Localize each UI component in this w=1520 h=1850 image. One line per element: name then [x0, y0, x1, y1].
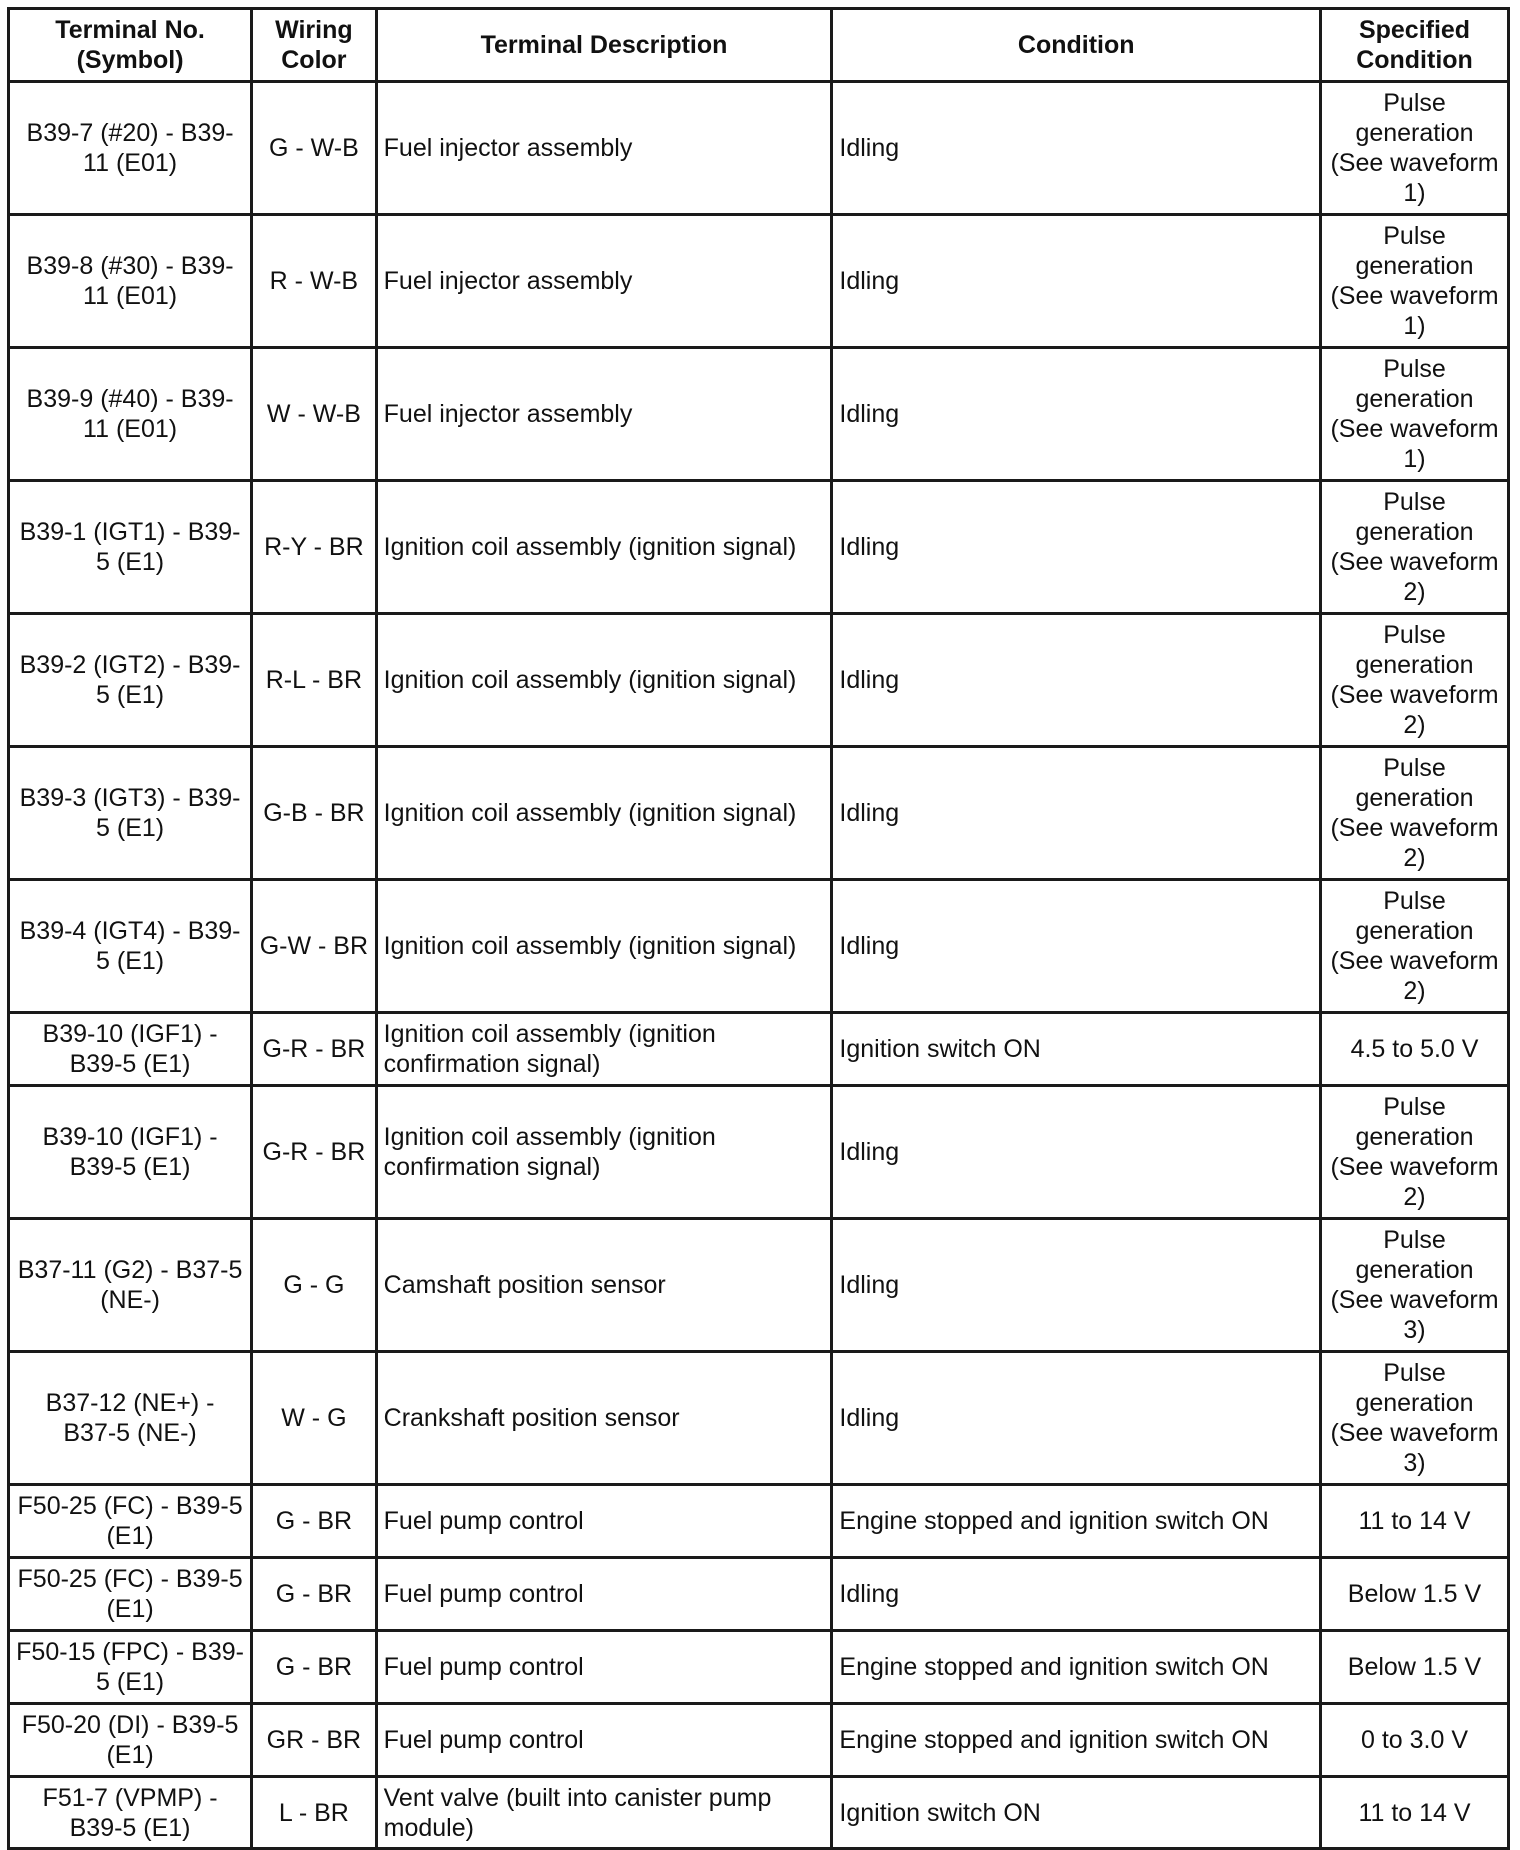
wiring-color-cell: R-L - BR — [252, 614, 377, 747]
specified-condition-cell: Pulse generation (See waveform 1) — [1321, 215, 1509, 348]
terminal-cell: B39-9 (#40) - B39-11 (E01) — [9, 348, 252, 481]
table-row — [9, 1219, 1509, 1352]
wiring-color-cell: G-R - BR — [252, 1086, 377, 1219]
table-row — [9, 1631, 1509, 1704]
specified-condition-cell: Below 1.5 V — [1321, 1558, 1509, 1631]
description-cell: Vent valve (built into canister pump module) — [376, 1777, 832, 1849]
condition-cell: Idling — [832, 1219, 1321, 1352]
description-cell: Fuel pump control — [376, 1631, 832, 1704]
table-row — [9, 1352, 1509, 1485]
condition-cell: Idling — [832, 614, 1321, 747]
wiring-color-cell: G-B - BR — [252, 747, 377, 880]
wiring-color-cell: GR - BR — [252, 1704, 377, 1777]
specified-condition-cell: Pulse generation (See waveform 2) — [1321, 481, 1509, 614]
wiring-color-cell: G - BR — [252, 1558, 377, 1631]
wiring-color-cell: G - BR — [252, 1485, 377, 1558]
wiring-color-cell: L - BR — [252, 1777, 377, 1849]
description-cell: Crankshaft position sensor — [376, 1352, 832, 1485]
table-row — [9, 215, 1509, 348]
terminal-cell: F50-20 (DI) - B39-5 (E1) — [9, 1704, 252, 1777]
description-cell: Fuel pump control — [376, 1558, 832, 1631]
description-cell: Ignition coil assembly (ignition confirmation signal) — [376, 1086, 832, 1219]
specified-condition-cell: 11 to 14 V — [1321, 1777, 1509, 1849]
description-cell: Fuel pump control — [376, 1704, 832, 1777]
terminal-cell: B39-10 (IGF1) - B39-5 (E1) — [9, 1086, 252, 1219]
table-row — [9, 880, 1509, 1013]
specified-condition-cell: Pulse generation (See waveform 2) — [1321, 1086, 1509, 1219]
description-cell: Ignition coil assembly (ignition confirmation signal) — [376, 1013, 832, 1086]
specified-condition-cell: Pulse generation (See waveform 2) — [1321, 747, 1509, 880]
table-row — [9, 1013, 1509, 1086]
terminal-cell: B39-1 (IGT1) - B39-5 (E1) — [9, 481, 252, 614]
terminal-table — [7, 7, 1510, 1850]
terminal-cell: B39-3 (IGT3) - B39-5 (E1) — [9, 747, 252, 880]
wiring-color-cell: R - W-B — [252, 215, 377, 348]
specified-condition-cell: Pulse generation (See waveform 3) — [1321, 1352, 1509, 1485]
specified-condition-cell: Pulse generation (See waveform 1) — [1321, 348, 1509, 481]
condition-cell: Idling — [832, 1086, 1321, 1219]
terminal-cell: B39-8 (#30) - B39-11 (E01) — [9, 215, 252, 348]
table-row — [9, 481, 1509, 614]
table-row — [9, 614, 1509, 747]
header-specified-condition: Specified Condition — [1321, 9, 1509, 82]
table-row — [9, 1086, 1509, 1219]
terminal-cell: B39-10 (IGF1) - B39-5 (E1) — [9, 1013, 252, 1086]
terminal-cell: B39-4 (IGT4) - B39-5 (E1) — [9, 880, 252, 1013]
specified-condition-cell: Pulse generation (See waveform 3) — [1321, 1219, 1509, 1352]
wiring-color-cell: W - W-B — [252, 348, 377, 481]
condition-cell: Engine stopped and ignition switch ON — [832, 1485, 1321, 1558]
condition-cell: Idling — [832, 880, 1321, 1013]
specified-condition-cell: Pulse generation (See waveform 2) — [1321, 880, 1509, 1013]
description-cell: Fuel pump control — [376, 1485, 832, 1558]
condition-cell: Ignition switch ON — [832, 1777, 1321, 1849]
specified-condition-cell: Pulse generation (See waveform 1) — [1321, 82, 1509, 215]
table-row — [9, 1485, 1509, 1558]
condition-cell: Ignition switch ON — [832, 1013, 1321, 1086]
wiring-color-cell: G - BR — [252, 1631, 377, 1704]
description-cell: Ignition coil assembly (ignition signal) — [376, 880, 832, 1013]
terminal-cell: F50-25 (FC) - B39-5 (E1) — [9, 1558, 252, 1631]
description-cell: Fuel injector assembly — [376, 348, 832, 481]
table-row — [9, 1704, 1509, 1777]
terminal-cell: B39-2 (IGT2) - B39-5 (E1) — [9, 614, 252, 747]
terminal-cell: F50-25 (FC) - B39-5 (E1) — [9, 1485, 252, 1558]
wiring-color-cell: G - G — [252, 1219, 377, 1352]
condition-cell: Engine stopped and ignition switch ON — [832, 1704, 1321, 1777]
terminal-cell: B37-12 (NE+) - B37-5 (NE-) — [9, 1352, 252, 1485]
condition-cell: Idling — [832, 82, 1321, 215]
wiring-color-cell: G - W-B — [252, 82, 377, 215]
condition-cell: Idling — [832, 481, 1321, 614]
terminal-cell: F50-15 (FPC) - B39-5 (E1) — [9, 1631, 252, 1704]
specified-condition-cell: Pulse generation (See waveform 2) — [1321, 614, 1509, 747]
description-cell: Fuel injector assembly — [376, 215, 832, 348]
specified-condition-cell: 0 to 3.0 V — [1321, 1704, 1509, 1777]
header-terminal: Terminal No. (Symbol) — [9, 9, 252, 82]
table-row — [9, 348, 1509, 481]
condition-cell: Idling — [832, 747, 1321, 880]
terminal-cell: B37-11 (G2) - B37-5 (NE-) — [9, 1219, 252, 1352]
table-row — [9, 1558, 1509, 1631]
description-cell: Ignition coil assembly (ignition signal) — [376, 747, 832, 880]
description-cell: Camshaft position sensor — [376, 1219, 832, 1352]
condition-cell: Idling — [832, 1352, 1321, 1485]
terminal-cell: B39-7 (#20) - B39-11 (E01) — [9, 82, 252, 215]
specified-condition-cell: 4.5 to 5.0 V — [1321, 1013, 1509, 1086]
header-wiring-color: Wiring Color — [252, 9, 377, 82]
description-cell: Ignition coil assembly (ignition signal) — [376, 614, 832, 747]
specified-condition-cell: Below 1.5 V — [1321, 1631, 1509, 1704]
description-cell: Ignition coil assembly (ignition signal) — [376, 481, 832, 614]
condition-cell: Idling — [832, 348, 1321, 481]
wiring-color-cell: G-R - BR — [252, 1013, 377, 1086]
table-row — [9, 747, 1509, 880]
table-row — [9, 82, 1509, 215]
table-row — [9, 1777, 1509, 1849]
wiring-color-cell: G-W - BR — [252, 880, 377, 1013]
condition-cell: Idling — [832, 1558, 1321, 1631]
header-condition: Condition — [832, 9, 1321, 82]
header-row — [9, 9, 1509, 82]
description-cell: Fuel injector assembly — [376, 82, 832, 215]
terminal-cell: F51-7 (VPMP) - B39-5 (E1) — [9, 1777, 252, 1849]
condition-cell: Idling — [832, 215, 1321, 348]
wiring-color-cell: W - G — [252, 1352, 377, 1485]
condition-cell: Engine stopped and ignition switch ON — [832, 1631, 1321, 1704]
header-terminal-description: Terminal Description — [376, 9, 832, 82]
wiring-color-cell: R-Y - BR — [252, 481, 377, 614]
specified-condition-cell: 11 to 14 V — [1321, 1485, 1509, 1558]
